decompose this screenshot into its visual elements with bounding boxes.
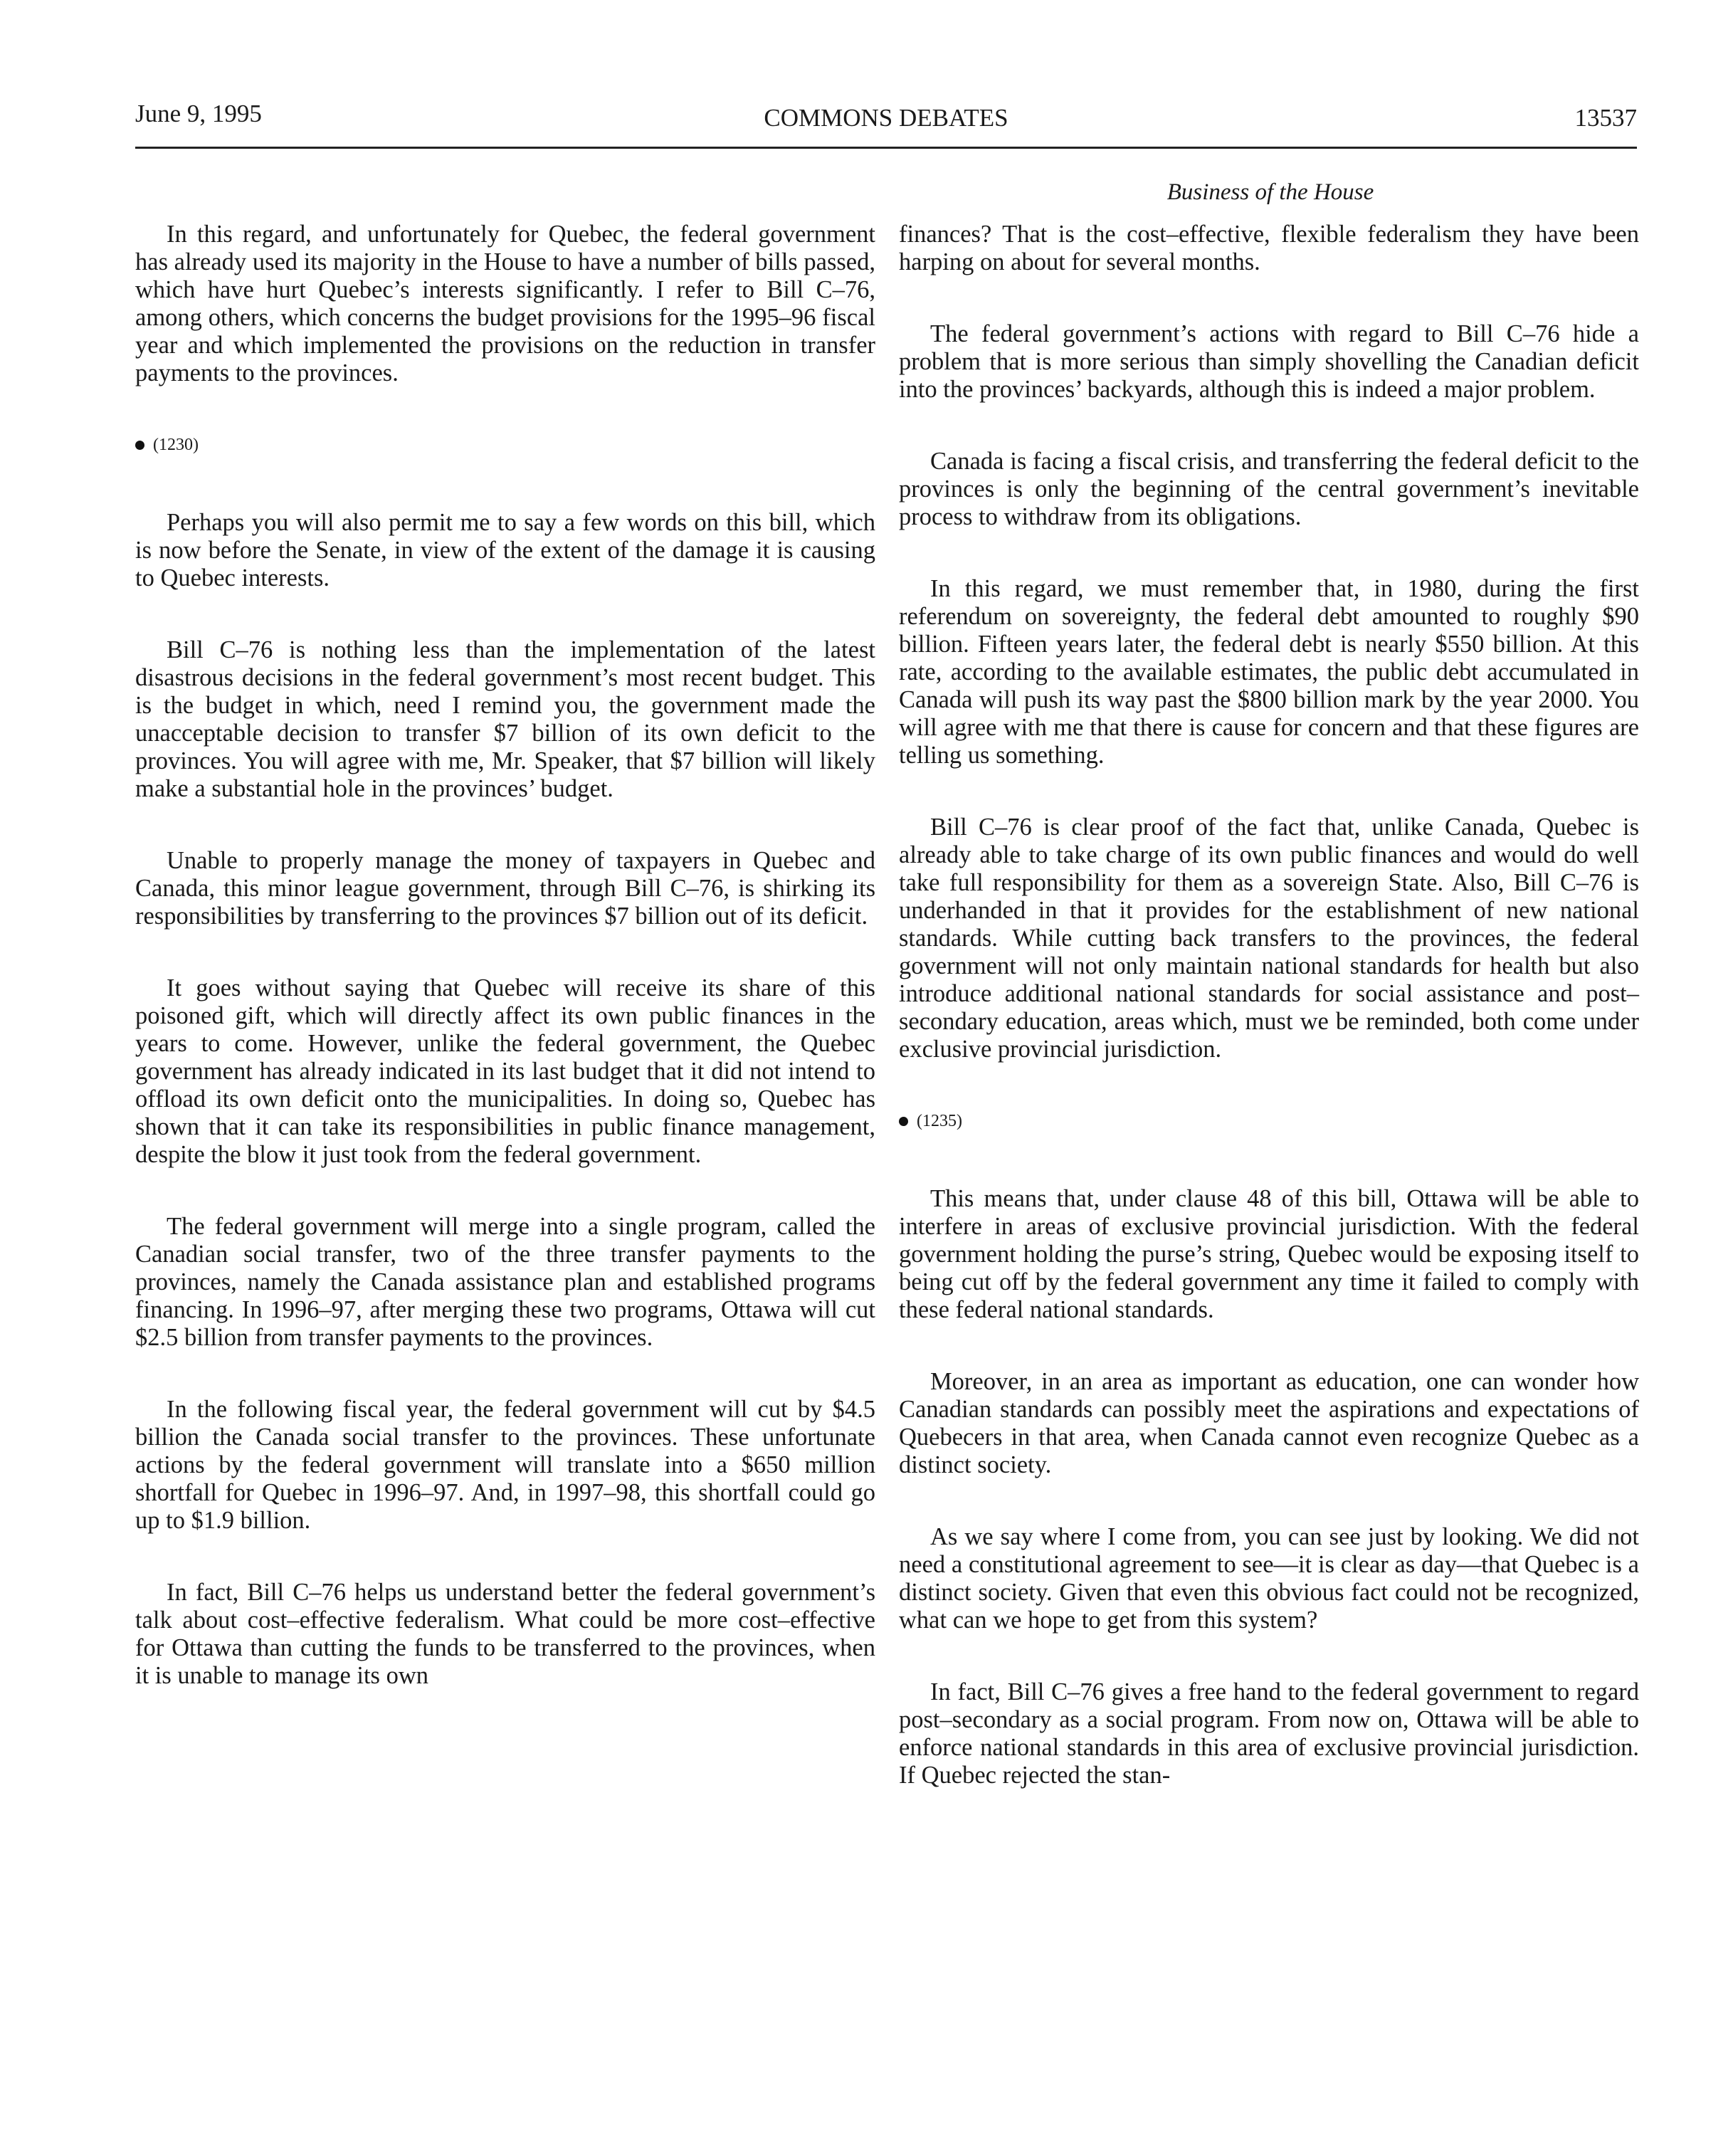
time-marker <box>135 431 875 459</box>
page-header <box>135 100 1637 142</box>
paragraph: In this regard, we must remember that, in 1980, during the first referendum on sovereignty, the federal debt amounted to roughly $90 billion. Fifteen years later, the federal debt is nearly $550 billion. At this rate, according to the available estimates, the public debt accumulated in Canada will push its way past the $800 billion mark by the year 2000. You will agree with me that there is cause for concern and that these figures are telling us something. <box>899 575 1639 769</box>
header-rule <box>135 147 1637 149</box>
paragraph: As we say where I come from, you can see just by looking. We did not need a constitutional agreement to see—it is clear as day—that Quebec is a distinct society. Given that even this obvious fact could not be recognized, what can we hope to get from this system? <box>899 1523 1639 1634</box>
paragraph: In the following fiscal year, the federal government will cut by $4.5 billion the Canada social transfer to the provinces. These unfortunate actions by the federal government will translate into a $650 million shortfall for Quebec in 1996–97. And, in 1997–98, this shortfall could go up to $1.9 billion. <box>135 1396 875 1534</box>
paragraph: In fact, Bill C–76 gives a free hand to the federal government to regard post–secondary as a social program. From now on, Ottawa will be able to enforce national standards in this area of exclusive provincial jurisdiction. If Quebec rejected the stan- <box>899 1678 1639 1789</box>
paragraph-continued: finances? That is the cost–effective, flexible federalism they have been harping on about for several months. <box>899 221 1639 275</box>
paragraph: The federal government’s actions with regard to Bill C–76 hide a problem that is more serious than simply shovelling the Canadian deficit into the provinces’ backyards, although this is indeed a major problem. <box>899 320 1639 403</box>
paragraph: Unable to properly manage the money of taxpayers in Quebec and Canada, this minor league government, through Bill C–76, is shirking its responsibilities by transferring to the provinces $7 billion out of its deficit. <box>135 847 875 930</box>
paragraph: In fact, Bill C–76 helps us understand better the federal government’s talk about cost–effective federalism. What could be more cost–effective for Ottawa than cutting the funds to be transferred to the provinces, when it is unable to manage its own <box>135 1579 875 1689</box>
paragraph: Moreover, in an area as important as education, one can wonder how Canadian standards can possibly meet the aspirations and expectations of Quebecers in that area, when Canada cannot even recognize Quebec as a distinct society. <box>899 1368 1639 1478</box>
header-publication: COMMONS DEBATES <box>764 104 1008 132</box>
right-column <box>899 221 1639 1834</box>
paragraph: Bill C–76 is clear proof of the fact that, unlike Canada, Quebec is already able to take charge of its own public finances and would do well take full responsibility for them as a sovereign State. Also, Bill C–76 is underhanded in that it provides for the establishment of new national standards. While cutting back transfers to the provinces, the federal government will not only maintain national standards for health but also introduce additional national standards for social assistance and post–secondary education, areas which, must we be reminded, both come under exclusive provincial jurisdiction. <box>899 814 1639 1063</box>
paragraph: It goes without saying that Quebec will receive its share of this poisoned gift, which will directly affect its own public finances in the years to come. However, unlike the federal government, the Quebec government has already indicated in its last budget that it did not intend to offload its own deficit onto the municipalities. In doing so, Quebec has shown that it can take its responsibilities in public finance management, despite the blow it just took from the federal government. <box>135 974 875 1168</box>
paragraph: Canada is facing a fiscal crisis, and transferring the federal deficit to the provinces is only the beginning of the central government’s inevitable process to withdraw from its obligations. <box>899 448 1639 530</box>
time-marker <box>899 1108 1639 1135</box>
paragraph: Bill C–76 is nothing less than the implementation of the latest disastrous decisions in the federal government’s most recent budget. This is the budget in which, need I remind you, the government made the unacceptable decision to transfer $7 billion of its own deficit to the provinces. You will agree with me, Mr. Speaker, that $7 billion will likely make a substantial hole in the provinces’ budget. <box>135 636 875 802</box>
paragraph: The federal government will merge into a single program, called the Canadian social transfer, two of the three transfer payments to the provinces, namely the Canada assistance plan and established programs financing. In 1996–97, after merging these two programs, Ottawa will cut $2.5 billion from transfer payments to the provinces. <box>135 1213 875 1351</box>
paragraph: In this regard, and unfortunately for Quebec, the federal government has already used its majority in the House to have a number of bills passed, which have hurt Quebec’s interests significantly. I refer to Bill C–76, among others, which concerns the budget provisions for the 1995–96 fiscal year and which implemented the provisions on the reduction in transfer payments to the provinces. <box>135 221 875 386</box>
header-page-number: 13537 <box>1574 104 1637 132</box>
time-marker-label: (1235) <box>917 1112 962 1130</box>
section-title: Business of the House <box>1166 179 1374 205</box>
bullet-icon <box>899 1117 908 1126</box>
paragraph: Perhaps you will also permit me to say a few words on this bill, which is now before the Senate, in view of the extent of the damage it is causing to Quebec interests. <box>135 509 875 591</box>
left-column <box>135 221 875 1734</box>
paragraph: This means that, under clause 48 of this bill, Ottawa will be able to interfere in areas of exclusive provincial jurisdiction. With the federal government holding the purse’s string, Quebec would be exposing itself to being cut off by the federal government any time it failed to comply with these federal national standards. <box>899 1185 1639 1323</box>
time-marker-label: (1230) <box>153 436 199 454</box>
bullet-icon <box>135 441 144 450</box>
header-date: June 9, 1995 <box>135 100 262 127</box>
